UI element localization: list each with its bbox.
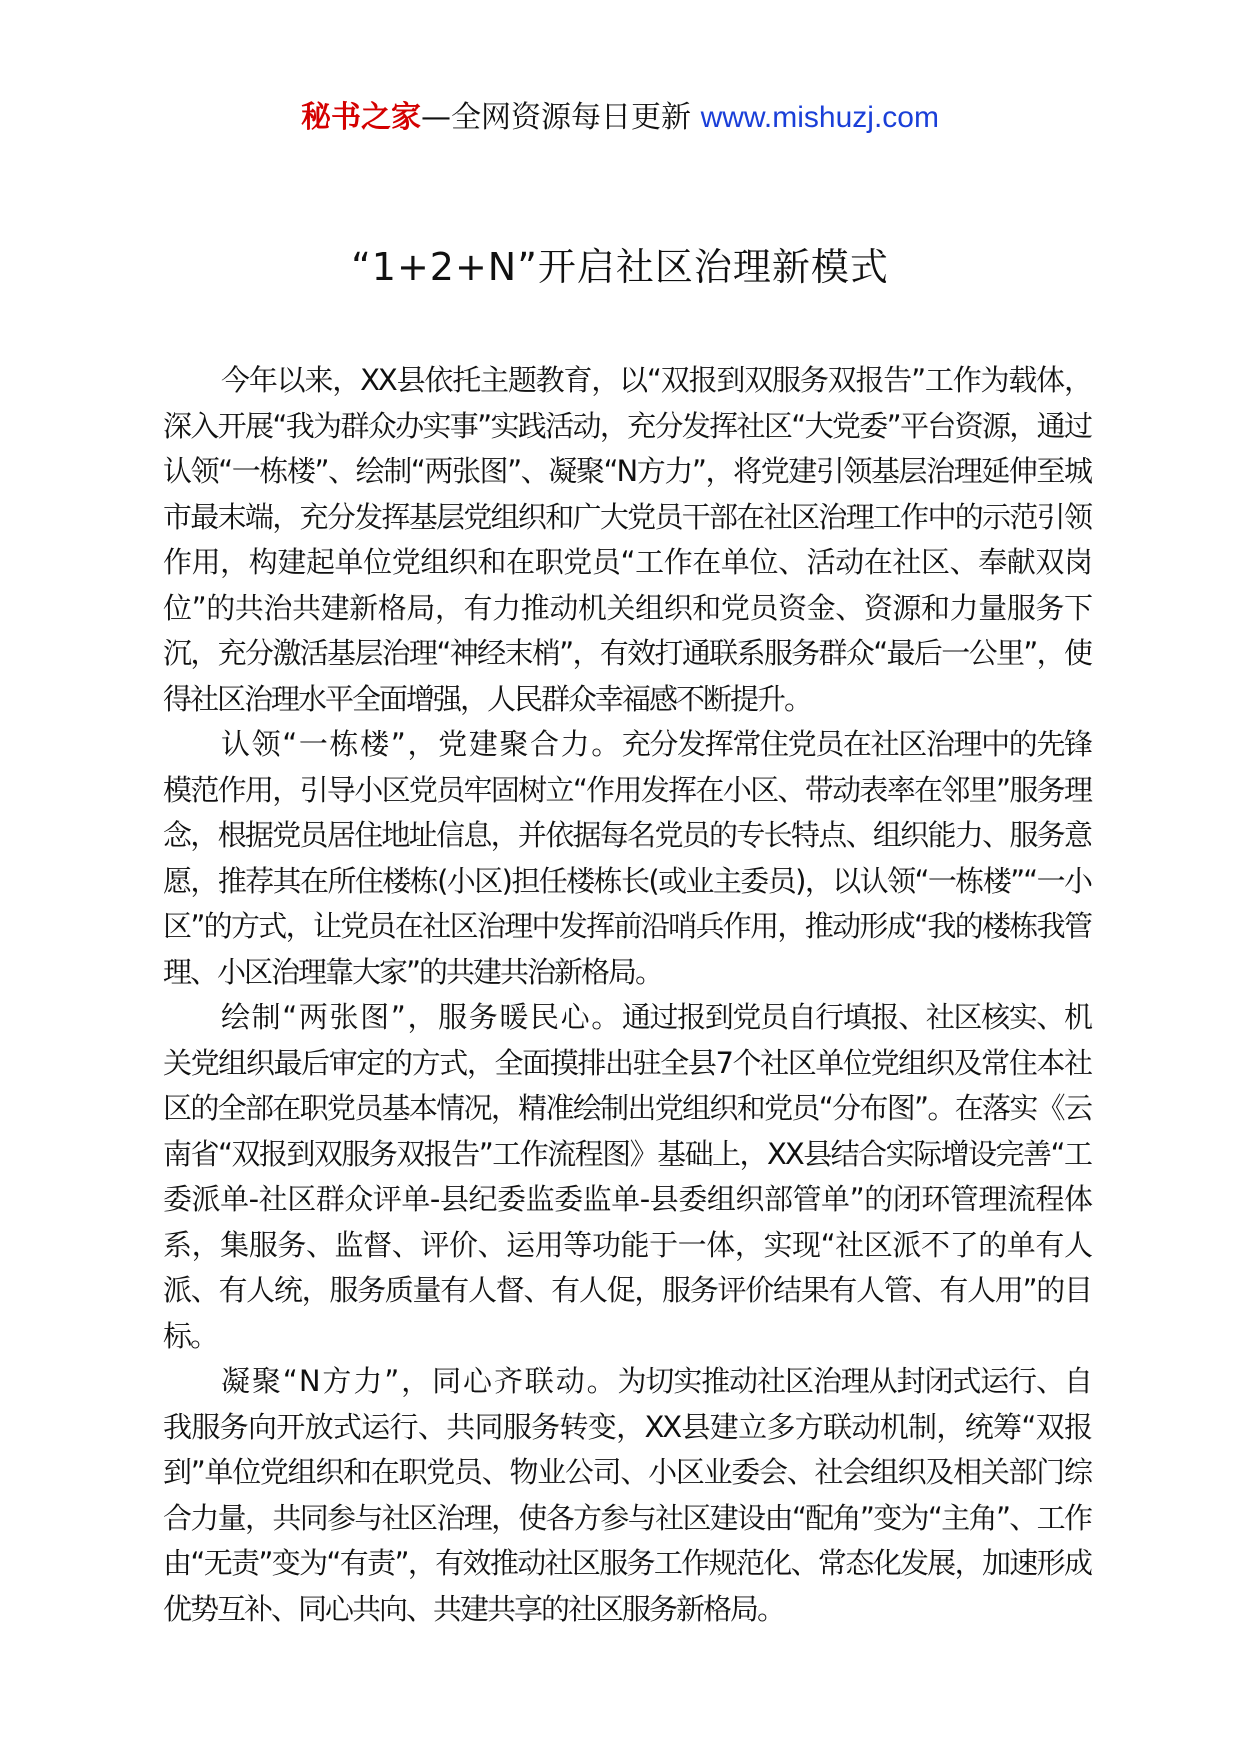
paragraph-one-building-text: 充分发挥常住党员在社区治理中的先锋模范作用，引导小区党员牢固树立“作用发挥在小区、带动表率在邻里”服务理念，根据党员居住地址信息，并依据每名党员的专长特点、组织能力、服务意愿，推荐其在所住楼栋(小区)担任楼栋长(或业主委员)，以认领“一栋楼”“一小区”的方式，让党员在社区治理中发挥前沿哨兵作用，推动形成“我的楼栋我管理、小区治理靠大家”的共建共治新格局。 (163, 727, 1091, 989)
paragraph-n-forces-text: 为切实推动社区治理从封闭式运行、自我服务向开放式运行、共同服务转变，XX县建立多方联动机制，统筹“双报到”单位党组织和在职党员、物业公司、小区业委会、社会组织及相关部门综合力量，共同参与社区治理，使各方参与社区建设由“配角”变为“主角”、工作由“无责”变为“有责”，有效推动社区服务工作规范化、常态化发展，加速形成优势互补、同心共向、共建共享的社区服务新格局。 (163, 1364, 1091, 1626)
paragraph-two-maps-lead: 绘制“两张图”，服务暖民心。 (221, 1000, 622, 1034)
paragraph-two-maps-text: 通过报到党员自行填报、社区核实、机关党组织最后审定的方式，全面摸排出驻全县7个社区单位党组织及常住本社区的全部在职党员基本情况，精准绘制出党组织和党员“分布图”。在落实《云南省“双报到双服务双报告”工作流程图》基础上，XX县结合实际增设完善“工委派单-社区群众评单-县纪委监委监单-县委组织部管单”的闭环管理流程体系，集服务、监督、评价、运用等功能于一体，实现“社区派不了的单有人派、有人统，服务质量有人督、有人促，服务评价结果有人管、有人用”的目标。 (163, 1000, 1091, 1353)
site-brand: 秘书之家 (301, 100, 422, 135)
paragraph-two-maps (163, 995, 1091, 1359)
site-header (0, 98, 1240, 138)
paragraph-n-forces-lead: 凝聚“N方力”，同心齐联动。 (221, 1364, 618, 1398)
site-tagline: —全网资源每日更新 (421, 100, 701, 135)
site-url-link[interactable]: www.mishuzj.com (700, 101, 939, 134)
paragraph-n-forces (163, 1359, 1091, 1632)
article-title: “1+2+N”开启社区治理新模式 (351, 245, 889, 289)
paragraph-intro-text: 今年以来，XX县依托主题教育，以“双报到双服务双报告”工作为载体，深入开展“我为群众办实事”实践活动，充分发挥社区“大党委”平台资源，通过认领“一栋楼”、绘制“两张图”、凝聚“N方力”，将党建引领基层治理延伸至城市最末端，充分发挥基层党组织和广大党员干部在社区治理工作中的示范引领作用，构建起单位党组织和在职党员“工作在单位、活动在社区、奉献双岗位”的共治共建新格局，有力推动机关组织和党员资金、资源和力量服务下沉，充分激活基层治理“神经末梢”，有效打通联系服务群众“最后一公里”，使得社区治理水平全面增强，人民群众幸福感不断提升。 (163, 363, 1091, 716)
paragraph-intro (163, 358, 1091, 722)
paragraph-one-building (163, 722, 1091, 995)
article-body (163, 358, 1091, 1632)
paragraph-one-building-lead: 认领“一栋楼”，党建聚合力。 (221, 727, 622, 761)
